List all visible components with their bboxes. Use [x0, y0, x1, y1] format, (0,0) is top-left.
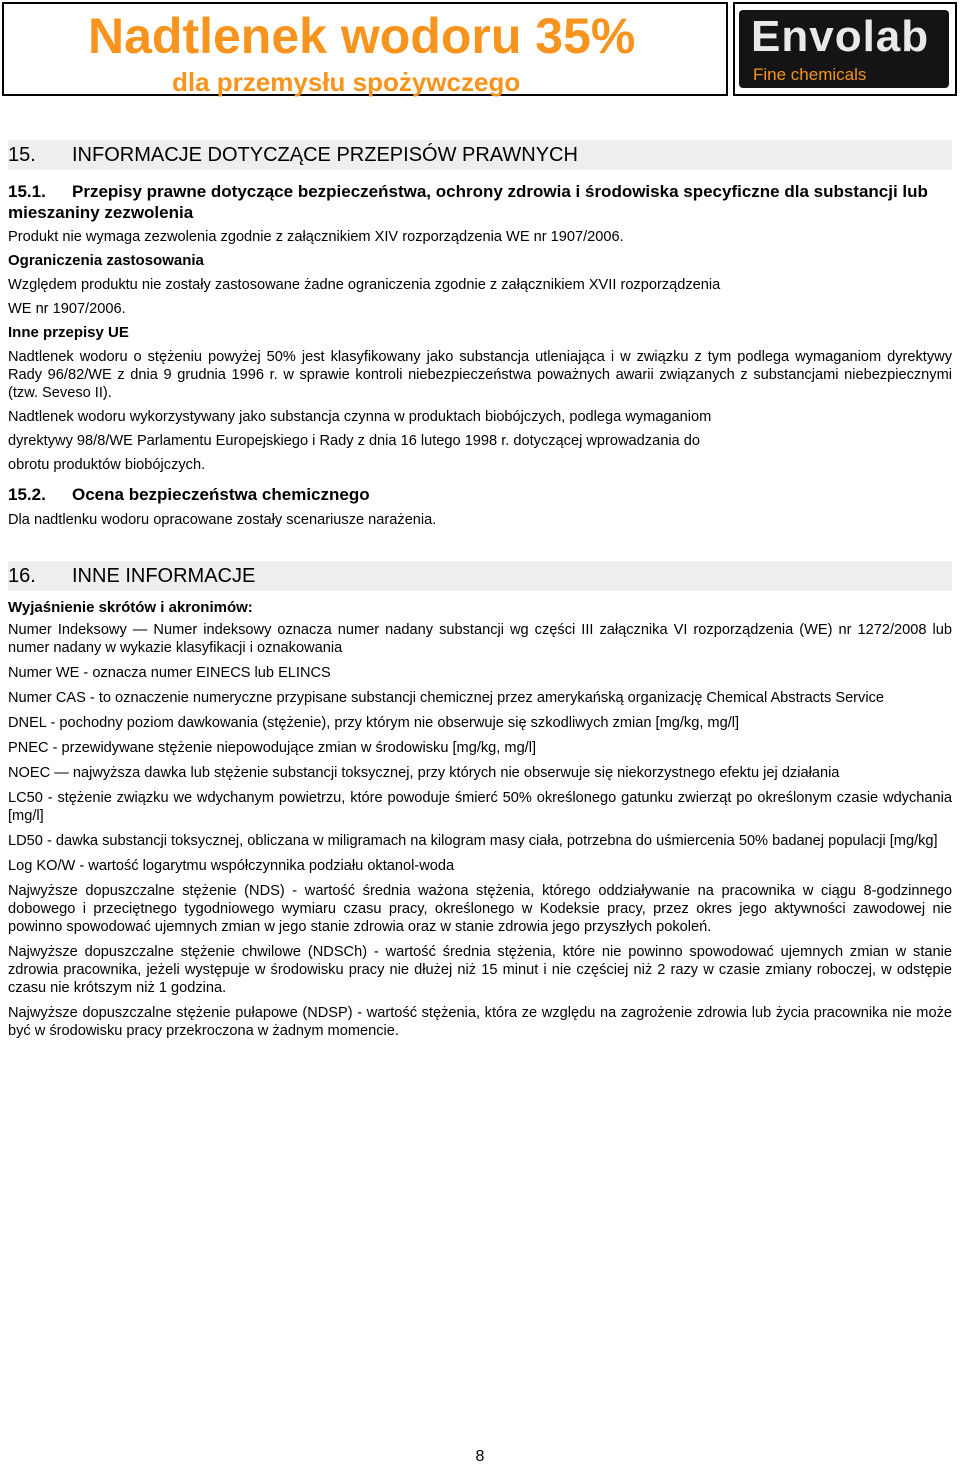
document-title: Nadtlenek wodoru 35% [88, 8, 636, 64]
restrictions-label: Ograniczenia zastosowania [8, 252, 204, 269]
page-number: 8 [475, 1448, 485, 1465]
subsection-title: Ocena bezpieczeństwa chemicznego [72, 485, 370, 504]
other-regulations-label: Inne przepisy UE [8, 324, 129, 341]
paragraph: WE nr 1907/2006. [8, 301, 126, 317]
paragraph: Produkt nie wymaga zezwolenia zgodnie z załącznikiem XIV rozporządzenia WE nr 1907/2006. [8, 229, 624, 245]
section-15-heading [8, 140, 952, 170]
list-item: Numer CAS - to oznaczenie numeryczne przypisane substancji chemicznej przez amerykańską organizację Chemical Abstracts Service [8, 690, 884, 706]
document-subtitle: dla przemysłu spożywczego [172, 67, 521, 97]
list-item: DNEL - pochodny poziom dawkowania (stężenie), przy którym nie obserwuje się szkodliwych zmian [mg/kg, mg/l] [8, 715, 740, 731]
subsection-number: 15.2. [8, 485, 46, 504]
subsection-title: Przepisy prawne dotyczące bezpieczeństwa, ochrony zdrowia i środowiska specyficzne dla substancji lub mieszaniny zezwolenia [8, 182, 928, 222]
list-item: Numer Indeksowy — Numer indeksowy oznacza numer nadany substancji wg części III załącznika VI rozporządzenia (WE) nr 1272/2008 lub numer nadany w wykazie klasyfikacji i oznakowania [8, 622, 952, 656]
subsection-15-2-heading [8, 484, 952, 505]
abbreviations-list [8, 621, 952, 1040]
logo-tagline: Fine chemicals [753, 65, 867, 84]
paragraph: obrotu produktów biobójczych. [8, 457, 206, 473]
section-number: 16. [8, 565, 36, 587]
paragraph: Dla nadtlenku wodoru opracowane zostały scenariusze narażenia. [8, 512, 437, 528]
company-logo [739, 10, 949, 88]
document-header [2, 2, 728, 96]
list-item: Najwyższe dopuszczalne stężenie chwilowe (NDSCh) - wartość średnia stężenia, które nie powinno spowodować ujemnych zmian w stanie zdrowia pracownika, jeżeli występuje w środowisku pracy nie dłużej niż 15 minut i nie częściej niż 2 razy w czasie zmiany roboczej, w odstępie czasu nie krótszym niż 1 godzina. [8, 944, 952, 996]
list-item: Log KO/W - wartość logarytmu współczynnika podziału oktanol-woda [8, 858, 455, 874]
subsection-15-1-heading [8, 181, 952, 223]
list-item: NOEC — najwyższa dawka lub stężenie substancji toksycznej, przy których nie obserwuje się niekorzystnego efektu jej działania [8, 765, 840, 781]
section-title: INFORMACJE DOTYCZĄCE PRZEPISÓW PRAWNYCH [72, 144, 578, 166]
list-item: Numer WE - oznacza numer EINECS lub ELINCS [8, 665, 331, 681]
paragraph: dyrektywy 98/8/WE Parlamentu Europejskiego i Rady z dnia 16 lutego 1998 r. dotyczącej wprowadzania do [8, 433, 700, 449]
document-body [8, 140, 952, 1040]
abbreviations-label: Wyjaśnienie skrótów i akronimów: [8, 599, 253, 616]
paragraph: Nadtlenek wodoru o stężeniu powyżej 50% jest klasyfikowany jako substancja utleniająca i w związku z tym podlega wymaganiom dyrektywy Rady 96/82/WE z dnia 9 grudnia 1996 r. w sprawie kontroli niebezpieczeństwa poważnych awarii związanych z substancjami niebezpiecznymi (tzw. Seveso II). [8, 349, 952, 401]
paragraph: Względem produktu nie zostały zastosowane żadne ograniczenia zgodnie z załącznikiem XVII rozporządzenia [8, 277, 721, 293]
list-item: LD50 - dawka substancji toksycznej, obliczana w miligramach na kilogram masy ciała, potrzebna do uśmiercenia 50% badanej populacji [mg/kg] [8, 833, 938, 849]
section-title: INNE INFORMACJE [72, 565, 256, 587]
list-item: PNEC - przewidywane stężenie niepowodujące zmian w środowisku [mg/kg, mg/l] [8, 740, 537, 756]
list-item: Najwyższe dopuszczalne stężenie pułapowe (NDSP) - wartość stężenia, która ze względu na zagrożenie zdrowia lub życia pracownika nie może być w środowisku pracy przekroczona w żadnym momencie. [8, 1005, 952, 1039]
subsection-number: 15.1. [8, 182, 46, 201]
logo-wordmark: Envolab [751, 12, 930, 61]
section-number: 15. [8, 144, 36, 166]
company-logo-frame [733, 2, 957, 96]
paragraph: Nadtlenek wodoru wykorzystywany jako substancja czynna w produktach biobójczych, podlega wymaganiom [8, 409, 712, 425]
list-item: Najwyższe dopuszczalne stężenie (NDS) - wartość średnia ważona stężenia, którego oddziaływanie na pracownika w ciągu 8-godzinnego dobowego i przeciętnego tygodniowego wymiaru czasu pracy, określonego w Kodeksie pracy, przez okres jego aktywności zawodowej nie powinno spowodować ujemnych zmian w jego stanie zdrowia oraz w stanie zdrowia jego przyszłych pokoleń. [8, 883, 952, 935]
list-item: LC50 - stężenie związku we wdychanym powietrzu, które powoduje śmierć 50% określonego gatunku zwierząt po określonym czasie wdychania [mg/l] [8, 790, 952, 824]
section-16-heading [8, 561, 952, 591]
